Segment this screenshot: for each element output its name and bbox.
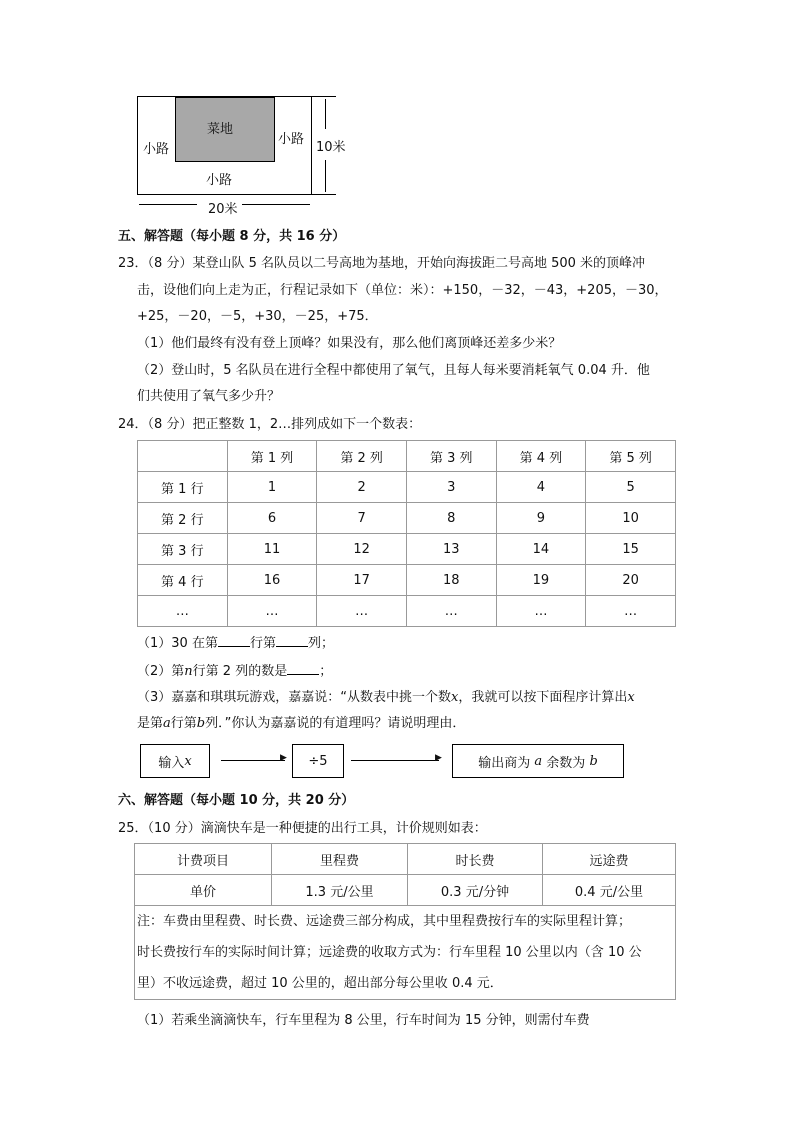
fare-note: 注：车费由里程费、时长费、远途费三部分构成，其中里程费按行车的实际里程计算； 时长费按行车的实际时间计算；远途费的收取方式为：行车里程 10 公里以内（含 10 公 里）不收远途费，超过 10 公里的，超出部分每公里收 0.4 元． xyxy=(135,906,676,1000)
q24-part2: （2）第n行第 2 列的数是 ； xyxy=(137,664,333,679)
table-cell: 第 3 列 xyxy=(406,441,496,472)
table-cell: 2 xyxy=(317,472,407,503)
table-cell: … xyxy=(586,596,676,627)
output-box: 输出商为 a 余数为 b xyxy=(452,744,624,778)
table-cell: 9 xyxy=(496,503,586,534)
table-cell: 10 xyxy=(586,503,676,534)
table-cell: 3 xyxy=(406,472,496,503)
divide-box: ÷5 xyxy=(292,744,344,778)
q23-part2: （2）登山时，5 名队员在进行全程中都使用了氧气，且每人每米要消耗氧气 0.04 升．他 xyxy=(137,363,650,378)
table-cell: 13 xyxy=(406,534,496,565)
table-row xyxy=(138,534,676,565)
table-cell: 14 xyxy=(496,534,586,565)
q24-part3: （3）嘉嘉和琪琪玩游戏，嘉嘉说：“从数表中挑一个数x，我就可以按下面程序计算出x xyxy=(137,690,635,705)
table-cell: 第 2 行 xyxy=(138,503,228,534)
section6-heading: 六、解答题（每小题 10 分，共 20 分） xyxy=(118,793,355,808)
table-cell: 第 1 行 xyxy=(138,472,228,503)
table-cell: 16 xyxy=(227,565,317,596)
table-row xyxy=(138,596,676,627)
table-cell: 第 2 列 xyxy=(317,441,407,472)
q23-line: 23．（8 分）某登山队 5 名队员以二号高地为基地，开始向海拔距二号高地 500 米的顶峰冲 xyxy=(118,256,646,271)
table-row xyxy=(138,472,676,503)
q25-part1: （1）若乘坐滴滴快车，行车里程为 8 公里，行车时间为 15 分钟，则需付车费 xyxy=(137,1013,590,1028)
arrow-icon: ▶ xyxy=(435,753,442,763)
table-cell: 第 3 行 xyxy=(138,534,228,565)
table-cell: 15 xyxy=(586,534,676,565)
q23-line: 击，设他们向上走为正，行程记录如下（单位：米）：+150，－32，－43，+205，－30， xyxy=(137,283,668,298)
table-cell: … xyxy=(227,596,317,627)
section5-heading: 五、解答题（每小题 8 分，共 16 分） xyxy=(118,229,346,244)
input-box: 输入 x xyxy=(140,744,210,778)
q25-intro: 25．（10 分）滴滴快车是一种便捷的出行工具，计价规则如表： xyxy=(118,821,487,836)
table-cell: 7 xyxy=(317,503,407,534)
height-label: 10米 xyxy=(316,140,346,155)
table-cell: 12 xyxy=(317,534,407,565)
table-cell: 1 xyxy=(227,472,317,503)
table-cell: 6 xyxy=(227,503,317,534)
table-cell: 17 xyxy=(317,565,407,596)
q23-line: +25，－20，－5，+30，－25，+75． xyxy=(137,309,378,324)
q24-part1: （1）30 在第 行第 列； xyxy=(137,636,334,651)
table-cell: … xyxy=(406,596,496,627)
fare-table: 计费项目 里程费 时长费 远途费 单价 1.3 元/公里 0.3 元/分钟 0.4 元/公里 注：车费由里程费、时长费、远途费三部分构成，其中里程费按行车的实际里程计算； 时长费按行车的实际时间计算；远途费的收取方式为：行车里程 10 公里以内（含 10 公 里）不收远途费，超过 10 公里的，超出部分每公里收 0.4 元． xyxy=(134,843,676,1000)
table-row xyxy=(138,441,676,472)
path-left-label: 小路 xyxy=(143,142,170,157)
table-cell: 18 xyxy=(406,565,496,596)
table-cell: 4 xyxy=(496,472,586,503)
table-row xyxy=(138,565,676,596)
table-cell: 20 xyxy=(586,565,676,596)
path-right-label: 小路 xyxy=(278,132,305,147)
q24-part3-cont: 是第a行第b列．”你认为嘉嘉说的有道理吗？请说明理由． xyxy=(137,716,466,731)
table-cell: 第 4 列 xyxy=(496,441,586,472)
vegetable-label: 菜地 xyxy=(207,122,234,137)
number-table xyxy=(137,440,676,627)
q24-intro: 24．（8 分）把正整数 1，2…排列成如下一个数表： xyxy=(118,417,422,432)
table-cell: 第 5 列 xyxy=(586,441,676,472)
table-cell: 5 xyxy=(586,472,676,503)
table-cell: 第 1 列 xyxy=(227,441,317,472)
table-cell: 11 xyxy=(227,534,317,565)
table-row xyxy=(138,503,676,534)
path-bottom-label: 小路 xyxy=(206,173,233,188)
q23-part2: 们共使用了氧气多少升？ xyxy=(137,389,281,404)
table-cell: 8 xyxy=(406,503,496,534)
table-cell: 第 4 行 xyxy=(138,565,228,596)
table-cell xyxy=(138,441,228,472)
table-cell: … xyxy=(138,596,228,627)
arrow-icon: ▶ xyxy=(280,753,287,763)
table-cell: 19 xyxy=(496,565,586,596)
table-cell: … xyxy=(496,596,586,627)
width-label: 20米 xyxy=(208,202,238,217)
q23-part1: （1）他们最终有没有登上顶峰？如果没有，那么他们离顶峰还差多少米？ xyxy=(137,336,562,351)
table-cell: … xyxy=(317,596,407,627)
